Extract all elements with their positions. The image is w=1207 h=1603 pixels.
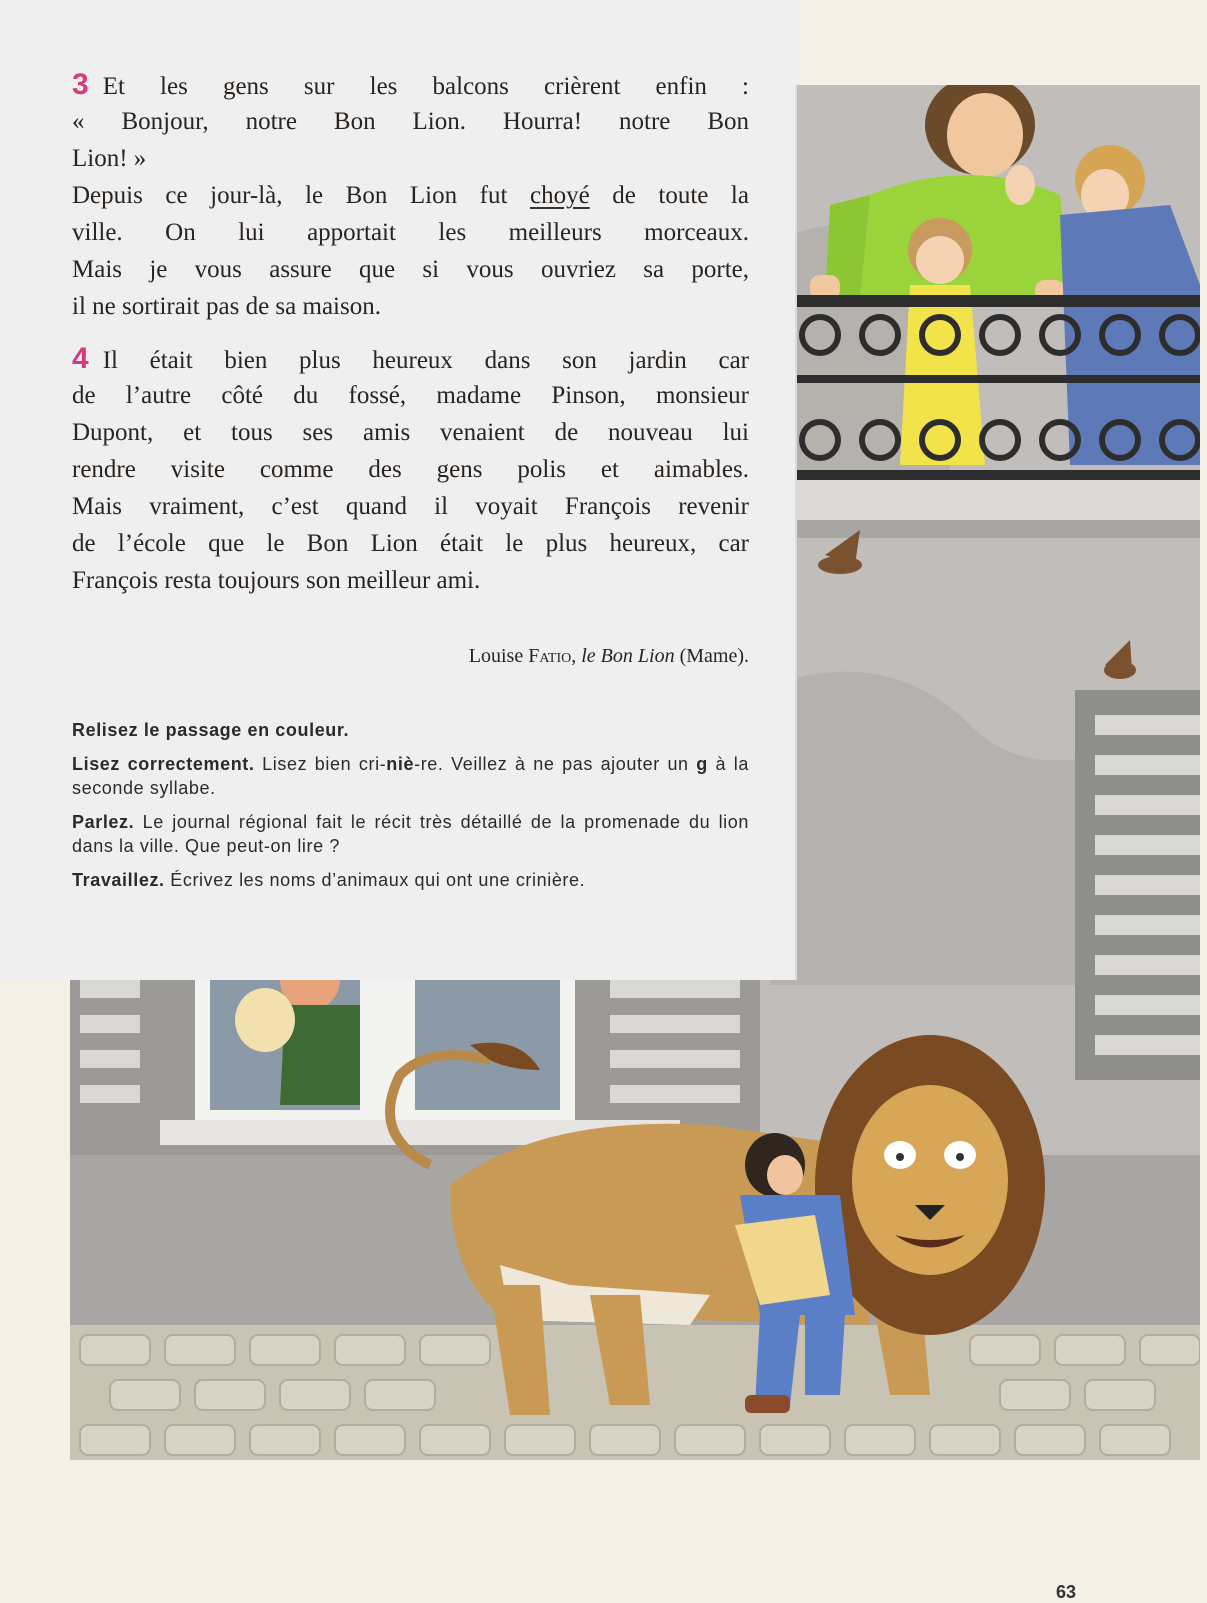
section-4-number: 4 [72, 342, 89, 375]
section-4-line-5: Mais vraiment, c’est quand il voyait François revenir [72, 493, 749, 520]
section-3-line-1 [72, 66, 749, 103]
section-4-line-1 [72, 340, 749, 377]
exercise-relisez-text: Relisez le passage en couleur. [72, 720, 350, 740]
underlined-word-choye: choyé [529, 182, 590, 209]
section-3-line-7: il ne sortirait pas de sa maison. [72, 293, 381, 320]
section-4-text: Il était bien plus heureux dans son jardin car [102, 347, 749, 374]
section-3-paragraph [72, 66, 749, 325]
section-3-line-4 [72, 177, 749, 214]
exercise-parlez-label: Parlez. [72, 812, 135, 832]
exercise-relisez [72, 718, 749, 742]
section-4-line-6: de l’école que le Bon Lion était le plus heureux, car [72, 530, 749, 557]
exercise-travaillez-label: Travaillez. [72, 870, 165, 890]
exercise-lisez-bold-2: g [696, 754, 708, 774]
exercise-parlez-text: Le journal régional fait le récit très détaillé de la promenade du lion dans la ville. Que peut-on lire ? [72, 812, 749, 856]
section-3-number: 3 [72, 68, 89, 101]
page-number: 63 [1056, 1582, 1077, 1602]
exercise-lisez-bold-1: niè [386, 754, 415, 774]
exercise-travaillez-text: Écrivez les noms d’animaux qui ont une crinière. [164, 870, 586, 890]
credit-publisher: (Mame). [674, 645, 749, 667]
exercise-parlez [72, 810, 749, 858]
exercise-lisez [72, 752, 749, 800]
section-3-line-3: Lion! » [72, 145, 147, 172]
exercise-lisez-label: Lisez correctement. [72, 754, 255, 774]
exercise-lisez-text-2: -re. Veillez à ne pas ajouter un [414, 754, 697, 774]
exercise-lisez-text-3: à la seconde syllabe. [72, 754, 750, 798]
panel-edge [795, 85, 797, 980]
section-3-line-4-end: de toute la [589, 182, 749, 209]
exercise-lisez-text-1: Lisez bien cri- [254, 754, 387, 774]
credit-separator: , [571, 645, 582, 667]
section-3-line-4-start: Depuis ce jour-là, le Bon Lion fut [72, 182, 530, 209]
credit-author-first: Louise [468, 645, 529, 667]
section-4-paragraph [72, 340, 749, 599]
section-3-line-5: ville. On lui apportait les meilleurs morceaux. [72, 219, 749, 246]
source-credit [300, 642, 749, 670]
credit-author-last: Fatio [528, 645, 572, 667]
credit-book-title: le Bon Lion [581, 645, 675, 667]
section-3-line-2: « Bonjour, notre Bon Lion. Hourra! notre Bon [72, 108, 749, 135]
shutter-right [1075, 690, 1200, 1080]
section-4-line-4: rendre visite comme des gens polis et aimables. [72, 456, 749, 483]
section-4-line-3: Dupont, et tous ses amis venaient de nouveau lui [72, 419, 749, 446]
section-4-line-2: de l’autre côté du fossé, madame Pinson, monsieur [72, 382, 749, 409]
exercises [72, 718, 749, 902]
section-3-line-6: Mais je vous assure que si vous ouvriez sa porte, [72, 256, 749, 283]
section-4-line-7: François resta toujours son meilleur ami. [72, 567, 481, 594]
section-3-text: Et les gens sur les balcons crièrent enfin : [102, 73, 749, 100]
exercise-travaillez [72, 868, 749, 892]
